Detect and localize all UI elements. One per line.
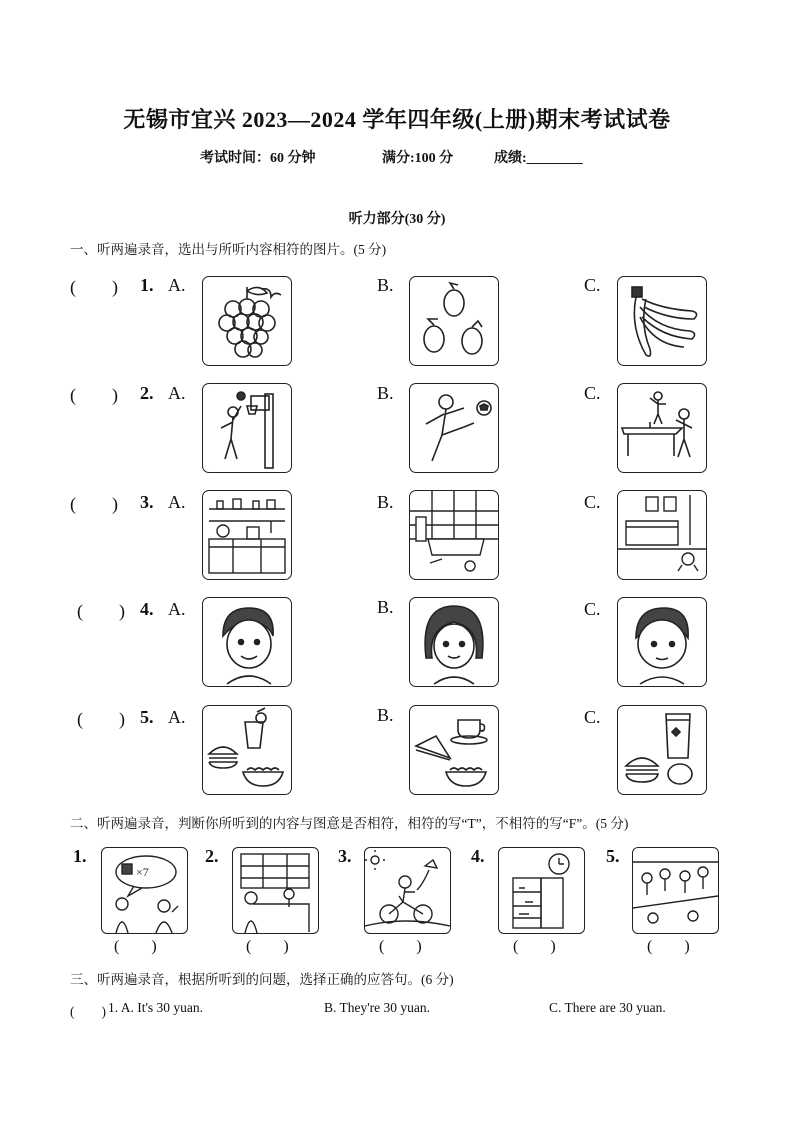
exam-time: 考试时间：60 分钟 — [200, 151, 316, 166]
option-label-a: A. — [168, 707, 186, 727]
classroom-image[interactable] — [632, 847, 719, 934]
page-title: 无锡市宜兴 2023—2024 学年四年级(上册)期末考试试卷 — [123, 107, 671, 132]
mangoes-image[interactable] — [409, 276, 499, 366]
living-room-image[interactable] — [617, 490, 707, 580]
answer-blank[interactable]: ( ) — [70, 1004, 106, 1019]
option-label-a: A. — [168, 599, 186, 619]
answer-blank[interactable]: ( ) — [647, 938, 690, 955]
option-label-a: A. — [168, 275, 186, 295]
item-number: 2. — [205, 846, 219, 866]
answer-blank[interactable]: ( ) — [77, 601, 125, 621]
sandwich-coffee-noodles-image[interactable] — [409, 705, 499, 795]
option-label-b: B. — [377, 275, 394, 295]
option-label-b: B. — [377, 492, 394, 512]
kitchen-image[interactable] — [202, 490, 292, 580]
full-score: 满分:100 分 — [382, 151, 454, 166]
option-label-a: A. — [168, 492, 186, 512]
bananas-image[interactable] — [617, 276, 707, 366]
table-tennis-image[interactable] — [617, 383, 707, 473]
part2-instruction: 二、听两遍录音，判断你所听到的内容与图意是否相符，相符的写“T”，不相符的写“F”。(5 分) — [70, 816, 629, 831]
answer-blank[interactable]: ( ) — [246, 938, 289, 955]
option-label-c: C. — [584, 492, 601, 512]
football-image[interactable] — [409, 383, 499, 473]
answer-blank[interactable]: ( ) — [114, 938, 157, 955]
answer-blank[interactable]: ( ) — [77, 709, 125, 729]
answer-blank[interactable]: ( ) — [70, 494, 118, 514]
girl-face-image[interactable] — [409, 597, 499, 687]
question-number: 2. — [140, 383, 154, 403]
item-number: 1. — [73, 846, 87, 866]
item-number: 3. — [338, 846, 352, 866]
listening-section-title: 听力部分(30 分) — [348, 212, 446, 227]
burger-juice-noodles-image[interactable] — [202, 705, 292, 795]
price-dialogue-image[interactable] — [101, 847, 188, 934]
option-label-c: C. — [584, 707, 601, 727]
answer-blank[interactable]: ( ) — [513, 938, 556, 955]
part3-instruction: 三、听两遍录音，根据所听到的问题，选择正确的应答句。(6 分) — [70, 972, 454, 987]
option-label-a: A. — [168, 383, 186, 403]
option-label-b: B. — [377, 383, 394, 403]
item-number: 4. — [471, 846, 485, 866]
boy-face-image-2[interactable] — [617, 597, 707, 687]
bathroom-image[interactable] — [409, 490, 499, 580]
option-label-c: C. — [584, 599, 601, 619]
shop-image[interactable] — [232, 847, 319, 934]
option-b-text: B. They're 30 yuan. — [324, 1000, 431, 1015]
bubble-text: ×7 — [136, 865, 149, 879]
answer-blank[interactable]: ( ) — [379, 938, 422, 955]
question-number: 4. — [140, 599, 154, 619]
cycling-image[interactable] — [364, 847, 451, 934]
question-number: 3. — [140, 492, 154, 512]
option-label-b: B. — [377, 705, 394, 725]
option-label-c: C. — [584, 383, 601, 403]
question-number: 1. — [140, 275, 154, 295]
milk-burger-egg-image[interactable] — [617, 705, 707, 795]
option-a-text: 1. A. It's 30 yuan. — [108, 1000, 204, 1015]
boy-face-image[interactable] — [202, 597, 292, 687]
option-label-b: B. — [377, 597, 394, 617]
option-c-text: C. There are 30 yuan. — [549, 1000, 666, 1015]
answer-blank[interactable]: ( ) — [70, 277, 118, 297]
fridge-clock-image[interactable] — [498, 847, 585, 934]
part1-instruction: 一、听两遍录音，选出与所听内容相符的图片。(5 分) — [70, 242, 387, 257]
option-label-c: C. — [584, 275, 601, 295]
basketball-image[interactable] — [202, 383, 292, 473]
grade-field: 成绩:________ — [494, 151, 583, 166]
answer-blank[interactable]: ( ) — [70, 385, 118, 405]
question-number: 5. — [140, 707, 154, 727]
item-number: 5. — [606, 846, 620, 866]
grapes-image[interactable] — [202, 276, 292, 366]
